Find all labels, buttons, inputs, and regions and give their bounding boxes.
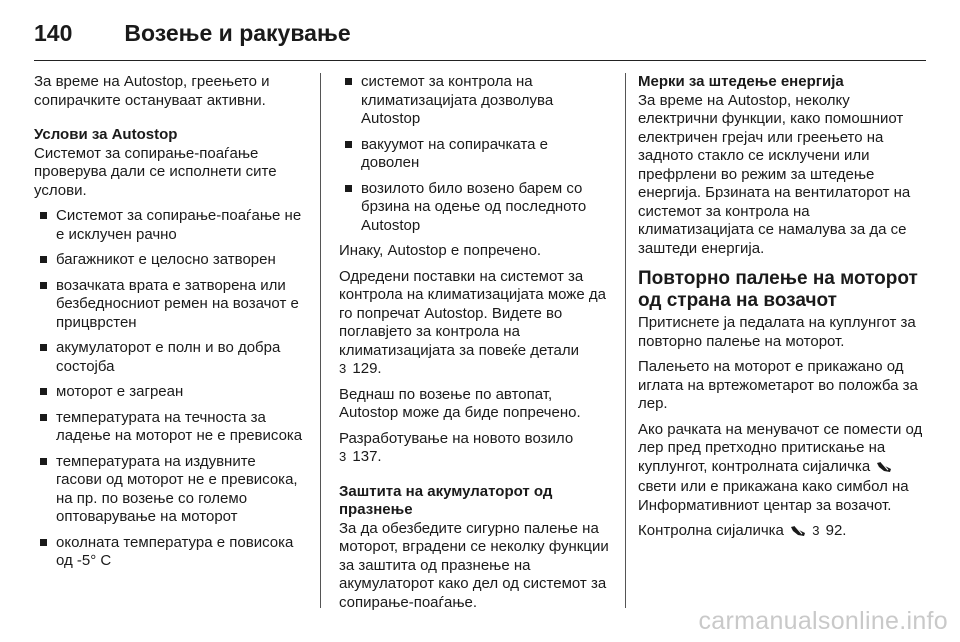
energy-saving-text: За време на Autostop, неколку електрични функции, како помошниот електричен грејач или греењето на задното стакло се исклучени или префрлени во режим за штедење енергија. Брзината на вентилаторот на системот за контрола на климатизацијата се намалува за да се заштеди енергија.	[638, 91, 911, 257]
column-divider	[625, 73, 626, 608]
eco-indicator-icon	[790, 524, 806, 543]
list-item: температурата на издувните гасови од моторот не е превисока, на пр. по возење со големо оптоварување на моторот	[34, 453, 304, 527]
page-ref-link[interactable]: 92.	[825, 522, 847, 539]
bullet-icon	[345, 185, 352, 192]
column-divider	[320, 73, 321, 608]
list-item: Системот за сопирање-поаѓање не е исклучен рачно	[34, 207, 304, 244]
header-rule	[34, 60, 926, 61]
restart-clutch-text: Притиснете ја педалата на куплунгот за повторно палење на моторот.	[638, 314, 916, 350]
list-item: температурата на течноста за ладење на моторот не е превисока	[34, 409, 304, 446]
eco-indicator-icon	[876, 460, 892, 479]
conditions-list	[34, 207, 304, 571]
page-ref-icon: 3	[339, 449, 347, 464]
bullet-icon	[345, 78, 352, 85]
restart-gear-text: Ако рачката на менувачот се помести од лер пред претходно притискање на куплунгот, контролната сијаличка свети или е прикажана како симбол на Информативниот центар за возачот.	[638, 420, 923, 514]
indicator-ref: Контролна сијаличка 3 92.	[638, 522, 928, 543]
restart-tachometer-text: Палењето на моторот е прикажано од иглата на вртежометарот во положба за лер.	[638, 358, 918, 412]
list-item: возачката врата е затворена или безбедносниот ремен на возачот е прицврстен	[34, 277, 304, 333]
bullet-icon	[40, 539, 47, 546]
column-1	[34, 73, 304, 578]
list-item: акумулаторот е полн и во добра состојба	[34, 339, 304, 376]
bullet-icon	[40, 212, 47, 219]
bullet-icon	[40, 256, 47, 263]
climate-settings-note: Одредени поставки на системот за контрола на климатизацијата може да го попречат Autostop. Видете во поглавјето за контрола на климатизацијата за повеќе детали 3 129.	[339, 267, 606, 377]
column-2	[339, 73, 609, 619]
energy-saving-heading: Мерки за штедење енергија	[638, 73, 844, 90]
battery-protection-heading: Заштита на акумулаторот од празнење	[339, 482, 553, 518]
page-ref-icon: 3	[339, 361, 347, 376]
page-ref-link[interactable]: 129.	[352, 360, 382, 377]
bullet-icon	[345, 141, 352, 148]
page-title: Возење и ракување	[124, 19, 351, 46]
page-number: 140	[34, 19, 73, 46]
conditions-intro: Системот за сопирање-поаѓање проверува дали се исполнети сите услови.	[34, 144, 277, 199]
page-ref-link[interactable]: 137.	[352, 448, 382, 465]
list-item: моторот е загреан	[34, 383, 304, 402]
list-item: багажникот е целосно затворен	[34, 251, 304, 270]
bullet-icon	[40, 458, 47, 465]
conditions-list-continued	[339, 73, 609, 235]
list-item: вакуумот на сопирачката е доволен	[339, 136, 609, 173]
bullet-icon	[40, 282, 47, 289]
bullet-icon	[40, 388, 47, 395]
battery-protection-text: За да обезбедите сигурно палење на моторот, вградени се неколку функции за заштита од празнење на акумулаторот како дел од системот за сопирање-поаѓање.	[339, 519, 609, 611]
bullet-icon	[40, 344, 47, 351]
page-header	[34, 8, 351, 58]
list-item: возилото било возено барем со брзина на одење од последното Autostop	[339, 180, 609, 236]
break-in-note: Разработување на новото возило 3 137.	[339, 429, 574, 465]
column-3	[638, 73, 928, 550]
list-item: системот за контрола на климатизацијата дозволува Autostop	[339, 73, 609, 129]
highway-note: Веднаш по возење по автопат, Autostop може да биде попречено.	[339, 385, 581, 421]
watermark: carmanualsonline.info	[698, 607, 948, 635]
conditions-heading: Услови за Autostop	[34, 126, 178, 143]
restart-heading: Повторно палење на моторот од страна на возачот	[638, 268, 918, 311]
autostop-intro: За време на Autostop, греењето и сопирачките остануваат активни.	[34, 73, 270, 109]
page-ref-icon: 3	[812, 523, 820, 538]
list-item: околната температура е повисока од -5° C	[34, 534, 304, 571]
autostop-prevented: Инаку, Autostop е попречено.	[339, 242, 542, 259]
bullet-icon	[40, 414, 47, 421]
